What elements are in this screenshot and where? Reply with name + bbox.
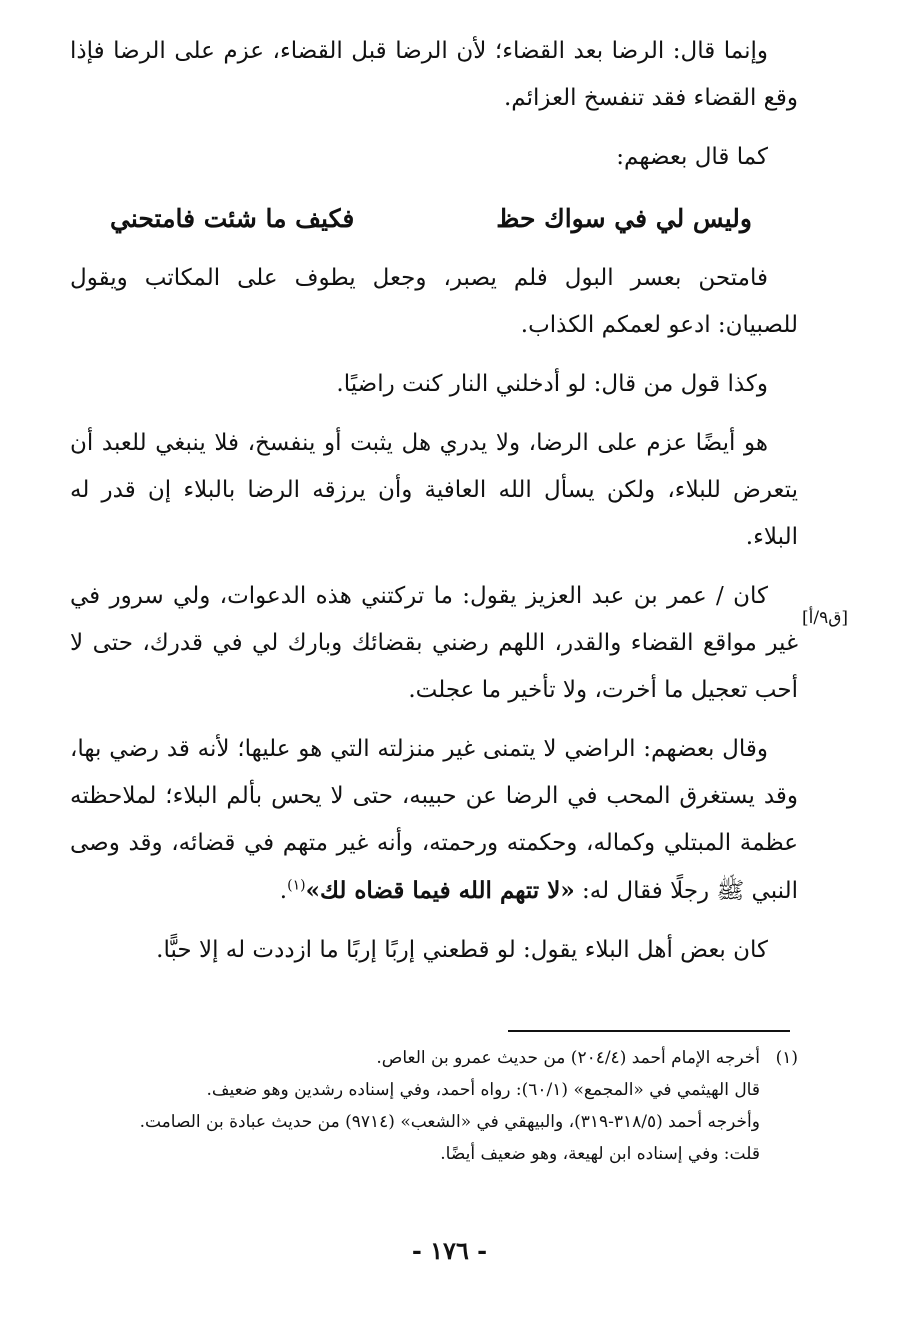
footnote-1-text-1: أخرجه الإمام أحمد (٢٠٤/٤) من حديث عمرو بن العاص.	[376, 1048, 760, 1068]
paragraph-7	[70, 726, 798, 915]
footnote-1-line-2: قال الهيثمي في «المجمع» (٦٠/١): رواه أحمد، وفي إسناده رشدين وهو ضعيف.	[206, 1080, 760, 1100]
footnotes	[70, 1042, 798, 1170]
manuscript-folio-marker: [ق٩/أ]	[802, 608, 849, 628]
paragraph-5: هو أيضًا عزم على الرضا، ولا يدري هل يثبت أو ينفسخ، فلا ينبغي للعبد أن يتعرض للبلاء، ولكن يسأل الله العافية وأن يرزقه الرضا بالبلاء إن قدر له البلاء.	[70, 430, 798, 550]
paragraph-7-end: .	[279, 878, 288, 904]
footnote-1-line-3: وأخرجه أحمد (٣١٨/٥-٣١٩)، والبيهقي في «الشعب» (٩٧١٤) من حديث عبادة بن الصامت.	[139, 1112, 760, 1132]
paragraph-7-text: وقال بعضهم: الراضي لا يتمنى غير منزلته التي هو عليها؛ لأنه قد رضي بها، وقد يستغرق المحب في الرضا عن حبيبه، حتى لا يحس بألم البلاء؛ لملاحظته عظمة المبتلي وكماله، وحكمته ورحمته، وأنه غير متهم في قضائه، وقد وصى النبي ﷺ رجلًا فقال له:	[70, 736, 798, 904]
paragraph-8: كان بعض أهل البلاء يقول: لو قطعني إربًا إربًا ما ازددت له إلا حبًّا.	[156, 937, 768, 963]
footnote-reference: (١)	[287, 877, 306, 894]
paragraph-2: كما قال بعضهم:	[616, 144, 768, 170]
footnote-1-line-1	[70, 1042, 798, 1074]
paragraph-4: وكذا قول من قال: لو أدخلني النار كنت راضيًا.	[336, 371, 768, 397]
page-body	[70, 28, 798, 986]
paragraph-1: وإنما قال: الرضا بعد القضاء؛ لأن الرضا قبل القضاء، عزم على الرضا فإذا وقع القضاء فقد تنفسخ العزائم.	[70, 38, 798, 111]
footnote-number: (١)	[775, 1048, 798, 1068]
footnote-1-line-4: قلت: وفي إسناده ابن لهيعة، وهو ضعيف أيضًا.	[440, 1144, 760, 1164]
hadith-quote: «لا تتهم الله فيما قضاه لك»	[305, 877, 575, 904]
paragraph-3: فامتحن بعسر البول فلم يصبر، وجعل يطوف على المكاتب ويقول للصبيان: ادعو لعمكم الكذاب.	[70, 265, 798, 338]
verse-first-hemistich: وليس لي في سواك حظ	[496, 204, 752, 233]
page-number: - ١٧٦ -	[411, 1236, 488, 1265]
footnote-divider	[508, 1030, 790, 1032]
verse-second-hemistich: فكيف ما شئت فامتحني	[110, 204, 355, 233]
paragraph-6: كان / عمر بن عبد العزيز يقول: ما تركتني هذه الدعوات، ولي سرور في غير مواقع القضاء والقدر، اللهم رضني بقضائك وبارك لي في قدرك، حتى لا أحب تعجيل ما أخرت، ولا تأخير ما عجلت.	[70, 583, 798, 703]
poetry-verse	[70, 193, 798, 245]
